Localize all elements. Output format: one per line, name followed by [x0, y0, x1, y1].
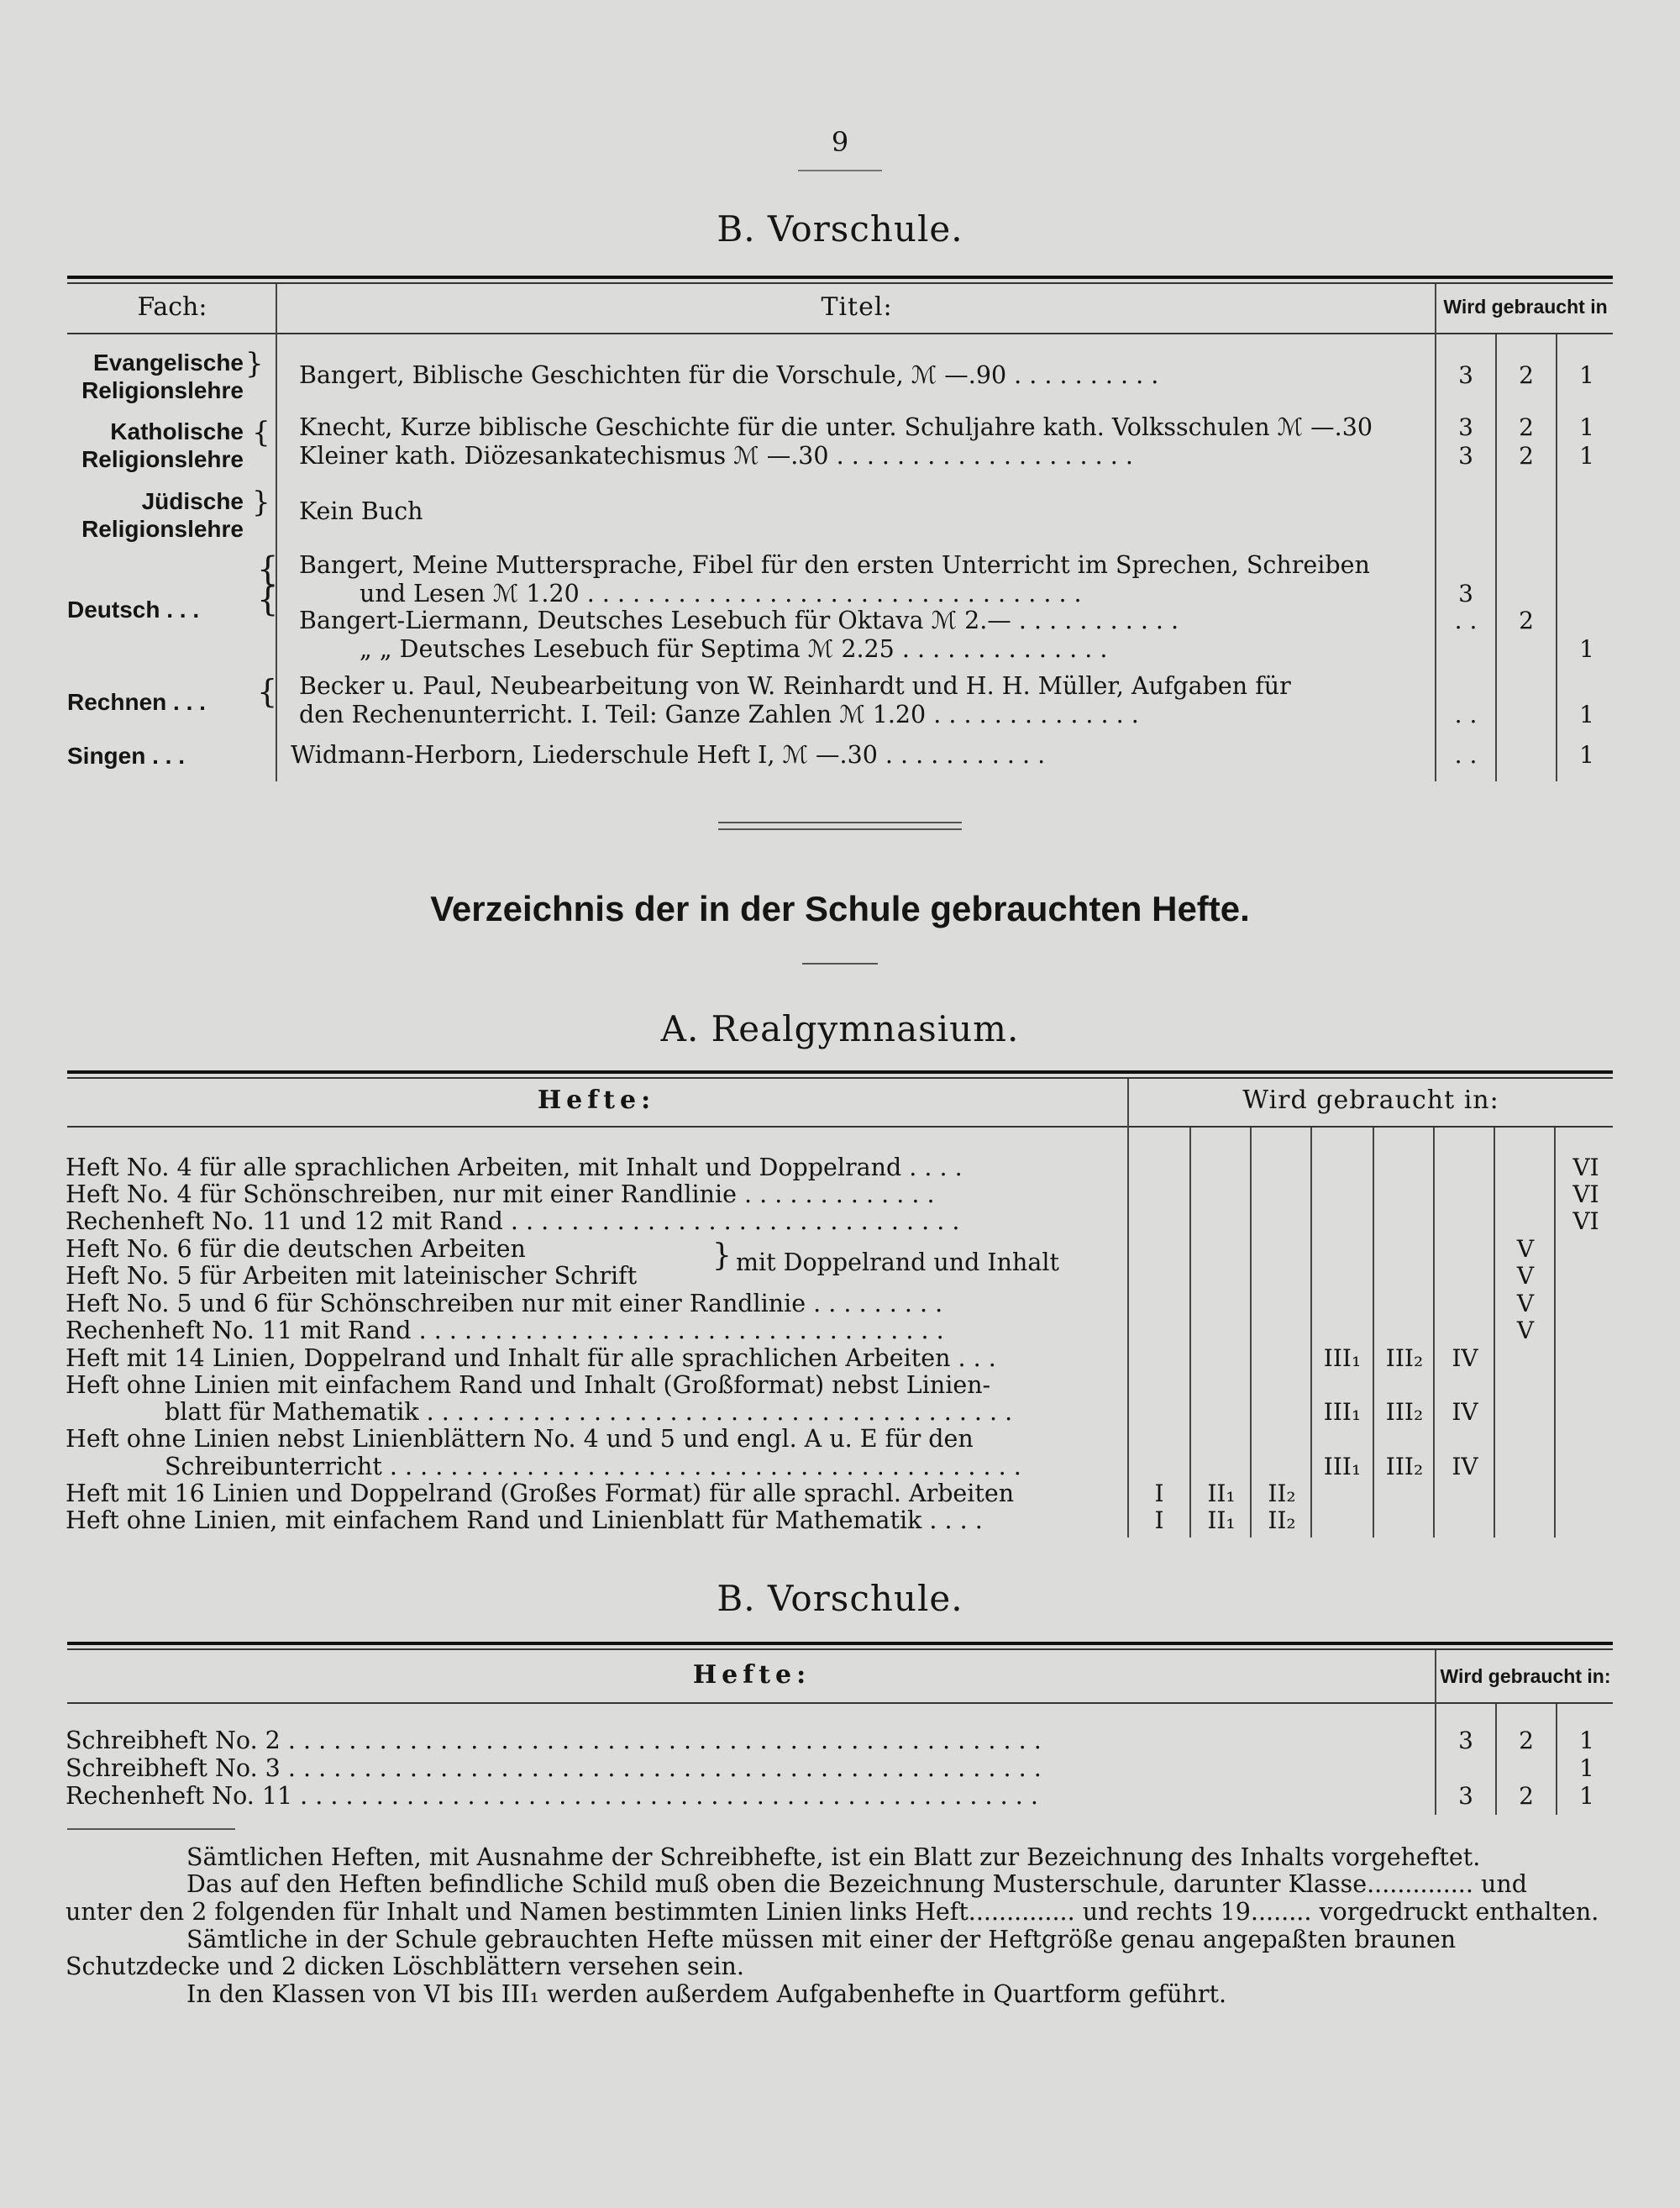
- table1-header-fach: Fach:: [137, 292, 207, 322]
- marks-deutsch-k3: . .: [1454, 607, 1478, 634]
- klassen-cell: II₁: [1207, 1506, 1236, 1534]
- heft-a-line-13: Heft mit 16 Linien und Doppelrand (Großes Format) für alle sprachl. Arbeiten: [66, 1480, 1015, 1507]
- fach-evangelisch-line1: Evangelische: [93, 350, 244, 376]
- table1-vline-titel: [1435, 284, 1436, 781]
- title-deutsch-1: Bangert, Meine Muttersprache, Fibel für den ersten Unterricht im Sprechen, Schreiben: [299, 551, 1370, 579]
- table3-vline-k3: [1495, 1704, 1497, 1815]
- heft-a-line-10: blatt für Mathematik . . . . . . . . . . . . . . . . . . . . . . . . . . . . . . . . . . . . . . .: [165, 1398, 1013, 1426]
- table1-header-gebraucht: Wird gebraucht in: [1443, 296, 1608, 318]
- table2-vline-1: [1189, 1128, 1191, 1538]
- klassen-cell: III₁: [1323, 1398, 1362, 1426]
- b2-row-2-name: Schreibheft No. 3 . . . . . . . . . . . . . . . . . . . . . . . . . . . . . . . . . . . . . . . . . . . . . . . . . .: [66, 1754, 1042, 1782]
- klassen-cell: VI: [1572, 1207, 1599, 1235]
- klassen-cell: V: [1516, 1235, 1535, 1263]
- table2-vline-main: [1127, 1079, 1129, 1538]
- klassen-cell: II₁: [1207, 1480, 1236, 1507]
- table3-top-rule-2: [67, 1648, 1613, 1650]
- title-deutsch-3: Bangert-Liermann, Deutsches Lesebuch für Oktava ℳ 2.— . . . . . . . . . . .: [299, 607, 1179, 634]
- heft-a-line-11: Heft ohne Linien nebst Linienblättern No. 4 und 5 und engl. A u. E für den: [66, 1425, 974, 1453]
- heft-a-line-8: Heft mit 14 Linien, Doppelrand und Inhalt für alle sprachlichen Arbeiten . . .: [66, 1344, 996, 1372]
- table2-header-gebraucht: Wird gebraucht in:: [1242, 1086, 1499, 1115]
- title-rechnen-1: Becker u. Paul, Neubearbeitung von W. Reinhardt und H. H. Müller, Aufgaben für: [299, 672, 1291, 700]
- table2-top-rule: [67, 1070, 1613, 1074]
- fach-rechnen: Rechnen . . .: [67, 689, 206, 715]
- heft-a-line-6: Heft No. 5 und 6 für Schönschreiben nur mit einer Randlinie . . . . . . . . .: [66, 1290, 943, 1317]
- title-deutsch-4: „ „ Deutsches Lesebuch für Septima ℳ 2.25 . . . . . . . . . . . . . .: [360, 635, 1108, 663]
- fach-deutsch: Deutsch . . .: [67, 597, 200, 623]
- k3-evangelisch: 3: [1458, 361, 1473, 389]
- brace-note-doppelrand: mit Doppelrand und Inhalt: [736, 1249, 1059, 1276]
- k1-rechnen: 1: [1579, 701, 1594, 728]
- b2-row-3-k2: 2: [1519, 1782, 1534, 1810]
- table1-top-rule: [67, 276, 1613, 279]
- page-number: 9: [831, 126, 849, 158]
- title-evangelisch: Bangert, Biblische Geschichten für die Vorschule, ℳ —.90 . . . . . . . . . .: [299, 361, 1159, 389]
- klassen-cell: VI: [1572, 1180, 1599, 1208]
- klassen-cell: VI: [1572, 1154, 1599, 1181]
- title-katholisch-2: Kleiner kath. Diözesankatechismus ℳ —.30 . . . . . . . . . . . . . . . . . . . .: [299, 442, 1133, 470]
- deco-rule-1: [718, 822, 962, 823]
- k3-katholisch-2: 3: [1458, 442, 1473, 470]
- klassen-cell: II₂: [1268, 1480, 1296, 1507]
- k3-katholisch-1: 3: [1458, 413, 1473, 441]
- klassen-cell: III₂: [1385, 1398, 1424, 1426]
- b2-row-1-name: Schreibheft No. 2 . . . . . . . . . . . . . . . . . . . . . . . . . . . . . . . . . . . . . . . . . . . . . . . . . .: [66, 1727, 1042, 1754]
- title-katholisch-1: Knecht, Kurze biblische Geschichte für die unter. Schuljahre kath. Volksschulen ℳ —.30: [299, 413, 1373, 441]
- fach-katholisch-line2: Religionslehre: [81, 446, 244, 472]
- klassen-cell: III₁: [1323, 1344, 1362, 1372]
- note-6: In den Klassen von VI bis III₁ werden außerdem Aufgabenhefte in Quartform geführt.: [186, 1980, 1227, 2008]
- note-5: Schutzdecke und 2 dicken Löschblättern versehen sein.: [66, 1953, 744, 1980]
- heft-a-line-14: Heft ohne Linien, mit einfachem Rand und Linienblatt für Mathematik . . . .: [66, 1506, 983, 1534]
- klassen-cell: V: [1516, 1262, 1535, 1290]
- k2-evangelisch: 2: [1519, 361, 1534, 389]
- b2-row-1-k3: 3: [1458, 1727, 1473, 1754]
- klassen-cell: II₂: [1268, 1506, 1296, 1534]
- brace-juedisch: }: [252, 486, 270, 519]
- page-number-rule: [798, 170, 882, 171]
- table3-vline-main: [1435, 1650, 1436, 1815]
- section-b2-title: B. Vorschule.: [717, 1578, 963, 1619]
- klassen-cell: III₂: [1385, 1344, 1424, 1372]
- klassen-cell: IV: [1452, 1344, 1478, 1372]
- b2-row-3-k3: 3: [1458, 1782, 1473, 1810]
- heft-a-line-7: Rechenheft No. 11 mit Rand . . . . . . . . . . . . . . . . . . . . . . . . . . . . . . . . . . .: [66, 1317, 944, 1344]
- verzeichnis-title: Verzeichnis der in der Schule gebrauchten Hefte.: [430, 889, 1250, 928]
- section-a-title: A. Realgymnasium.: [660, 1008, 1020, 1049]
- k2-katholisch-2: 2: [1519, 442, 1534, 470]
- fach-evangelisch: [67, 349, 244, 404]
- heft-a-line-5: Heft No. 5 für Arbeiten mit lateinischer Schrift: [66, 1262, 638, 1290]
- fach-juedisch-line2: Religionslehre: [81, 516, 244, 542]
- fach-juedisch: [67, 487, 244, 543]
- table3-header-hefte: Hefte:: [692, 1660, 811, 1690]
- heft-a-line-1: Heft No. 4 für alle sprachlichen Arbeiten, mit Inhalt und Doppelrand . . . .: [66, 1154, 963, 1181]
- heft-a-line-9: Heft ohne Linien mit einfachem Rand und Inhalt (Großformat) nebst Linien-: [66, 1371, 991, 1399]
- title-rechnen-2: den Rechenunterricht. I. Teil: Ganze Zahlen ℳ 1.20 . . . . . . . . . . . . . .: [299, 701, 1139, 728]
- table2-header-hefte: Hefte:: [537, 1086, 656, 1115]
- klassen-cell: III₂: [1385, 1453, 1424, 1480]
- heft-a-line-12: Schreibunterricht . . . . . . . . . . . . . . . . . . . . . . . . . . . . . . . . . . . . . . . . . .: [165, 1453, 1021, 1480]
- k3-deutsch: 3: [1458, 580, 1473, 607]
- brace-deutsch: { {: [257, 550, 279, 619]
- table2-top-rule-2: [67, 1077, 1613, 1079]
- k1-katholisch-2: 1: [1579, 442, 1594, 470]
- note-4: Sämtliche in der Schule gebrauchten Hefte müssen mit einer der Heftgröße genau angepaßten braunen: [186, 1926, 1457, 1953]
- title-juedisch: Kein Buch: [299, 497, 423, 525]
- fach-evangelisch-line2: Religionslehre: [81, 377, 244, 403]
- table2-header-rule: [67, 1126, 1613, 1128]
- klassen-cell: I: [1154, 1506, 1164, 1534]
- title-deutsch-2: und Lesen ℳ 1.20 . . . . . . . . . . . . . . . . . . . . . . . . . . . . . . . . .: [360, 580, 1082, 607]
- k1-katholisch-1: 1: [1579, 413, 1594, 441]
- klassen-cell: I: [1154, 1480, 1164, 1507]
- fach-katholisch: [67, 418, 244, 473]
- table3-vline-k2: [1556, 1704, 1557, 1815]
- brace-katholisch: {: [252, 416, 270, 449]
- table3-header-gebraucht: Wird gebraucht in:: [1440, 1665, 1611, 1687]
- table1-vline-k3: [1495, 334, 1497, 781]
- k2-katholisch-1: 2: [1519, 413, 1534, 441]
- fach-katholisch-line1: Katholische: [110, 418, 244, 444]
- fach-juedisch-line1: Jüdische: [141, 488, 244, 514]
- table3-top-rule: [67, 1642, 1613, 1645]
- b2-row-1-k1: 1: [1579, 1727, 1594, 1754]
- title-singen: Widmann-Herborn, Liederschule Heft I, ℳ —.30 . . . . . . . . . . .: [291, 741, 1046, 769]
- klassen-cell: V: [1516, 1290, 1535, 1317]
- marks-rechnen: . .: [1454, 701, 1478, 728]
- fach-singen: Singen . . .: [67, 743, 186, 769]
- table1-header-rule: [67, 333, 1613, 334]
- b2-row-3-k1: 1: [1579, 1782, 1594, 1810]
- k2-deutsch: 2: [1519, 607, 1534, 634]
- brace-rechnen: {: [257, 673, 278, 710]
- k1-singen: 1: [1579, 741, 1594, 769]
- heft-a-line-4: Heft No. 6 für die deutschen Arbeiten: [66, 1235, 526, 1263]
- b2-row-1-k2: 2: [1519, 1727, 1534, 1754]
- table1-header-titel: Titel:: [821, 292, 893, 322]
- klassen-cell: III₁: [1323, 1453, 1362, 1480]
- deco-rule-2: [718, 828, 962, 830]
- k1-evangelisch: 1: [1579, 361, 1594, 389]
- table1-top-rule-2: [67, 282, 1613, 284]
- heft-a-line-2: Heft No. 4 für Schönschreiben, nur mit einer Randlinie . . . . . . . . . . . . .: [66, 1180, 935, 1208]
- note-3: unter den 2 folgenden für Inhalt und Namen bestimmten Linien links Heft.............. und rechts 19........ vorgedruckt enthalten.: [66, 1898, 1599, 1926]
- b2-row-2-k1: 1: [1579, 1754, 1594, 1782]
- brace-doppelrand: }: [712, 1238, 732, 1273]
- section-b-vorschule-title: B. Vorschule.: [717, 208, 963, 250]
- table1-vline-k2: [1556, 334, 1557, 781]
- k1-deutsch: 1: [1579, 635, 1594, 663]
- notes-rule: [67, 1828, 235, 1830]
- klassen-cell: IV: [1452, 1453, 1478, 1480]
- brace-evangelisch: }: [245, 347, 264, 381]
- table2-vline-2: [1250, 1128, 1252, 1538]
- note-2: Das auf den Heften befindliche Schild muß oben die Bezeichnung Musterschule, darunter Klasse.............. und: [186, 1870, 1527, 1898]
- verzeichnis-rule: [802, 963, 878, 965]
- marks-singen: . .: [1454, 741, 1478, 769]
- b2-row-3-name: Rechenheft No. 11 . . . . . . . . . . . . . . . . . . . . . . . . . . . . . . . . . . . . . . . . . . . . . . . . .: [66, 1782, 1038, 1810]
- table3-header-rule: [67, 1702, 1613, 1704]
- note-1: Sämtlichen Heften, mit Ausnahme der Schreibhefte, ist ein Blatt zur Bezeichnung des Inhalts vorgeheftet.: [186, 1843, 1481, 1871]
- klassen-cell: V: [1516, 1317, 1535, 1344]
- klassen-cell: IV: [1452, 1398, 1478, 1426]
- heft-a-line-3: Rechenheft No. 11 und 12 mit Rand . . . . . . . . . . . . . . . . . . . . . . . . . . . . . .: [66, 1207, 960, 1235]
